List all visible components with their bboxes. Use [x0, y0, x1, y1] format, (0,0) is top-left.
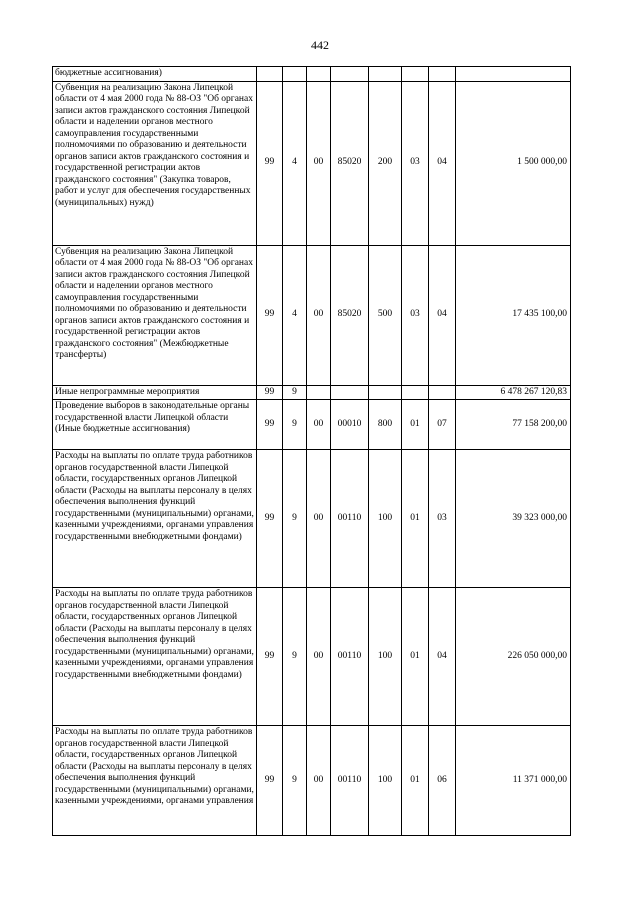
code-cell: 04: [429, 81, 456, 245]
row-name-cell: Расходы на выплаты по оплате труда работников органов государственной власти Липецкой области, государственных органов Липецкой области (Расходы на выплаты персоналу в целях обеспечения выполнения функций государственными (муниципальными) органами, казенными учреждениями, органами управления государственными внебюджетными фондами): [53, 450, 257, 588]
amount-cell: 226 050 000,00: [456, 588, 571, 726]
code-cell: 9: [283, 588, 307, 726]
amount-cell: 39 323 000,00: [456, 450, 571, 588]
row-name-cell: Иные непрограммные мероприятия: [53, 385, 257, 400]
code-cell: 01: [402, 450, 429, 588]
code-cell: [429, 67, 456, 82]
code-cell: 04: [429, 245, 456, 385]
code-cell: [331, 385, 369, 400]
page-number: 442: [311, 38, 329, 52]
row-name-cell: Субвенция на реализацию Закона Липецкой области от 4 мая 2000 года № 88-ОЗ "Об органах записи актов гражданского состояния Липецкой области и наделении органов местного самоуправления государственными полномочиями по образованию и деятельности органов записи актов гражданского состояния и государственной регистрации актов гражданского состояния" (Межбюджетные трансферты): [53, 245, 257, 385]
table-row: [53, 726, 571, 836]
code-cell: 00110: [331, 726, 369, 836]
code-cell: [429, 385, 456, 400]
amount-cell: 17 435 100,00: [456, 245, 571, 385]
code-cell: 07: [429, 400, 456, 450]
code-cell: 00: [307, 400, 331, 450]
table-row: [53, 385, 571, 400]
table-body: [53, 67, 571, 836]
code-cell: 99: [257, 245, 283, 385]
code-cell: [257, 67, 283, 82]
table-row: [53, 67, 571, 82]
code-cell: [369, 67, 402, 82]
code-cell: 00: [307, 81, 331, 245]
code-cell: [283, 67, 307, 82]
code-cell: 4: [283, 245, 307, 385]
code-cell: 03: [429, 450, 456, 588]
table-row: [53, 400, 571, 450]
amount-cell: 77 158 200,00: [456, 400, 571, 450]
code-cell: 100: [369, 450, 402, 588]
code-cell: 00010: [331, 400, 369, 450]
code-cell: [307, 385, 331, 400]
code-cell: 85020: [331, 245, 369, 385]
code-cell: 100: [369, 588, 402, 726]
amount-cell: 6 478 267 120,83: [456, 385, 571, 400]
code-cell: 9: [283, 400, 307, 450]
code-cell: [307, 67, 331, 82]
amount-cell: [456, 67, 571, 82]
code-cell: 99: [257, 450, 283, 588]
row-name-cell: Субвенция на реализацию Закона Липецкой области от 4 мая 2000 года № 88-ОЗ "Об органах записи актов гражданского состояния Липецкой области и наделении органов местного самоуправления государственными полномочиями по образованию и деятельности органов записи актов гражданского состояния и государственной регистрации актов гражданского состояния" (Закупка товаров, работ и услуг для обеспечения государственных (муниципальных) нужд): [53, 81, 257, 245]
code-cell: [331, 67, 369, 82]
row-name-cell: бюджетные ассигнования): [53, 67, 257, 82]
code-cell: 800: [369, 400, 402, 450]
table-row: [53, 81, 571, 245]
code-cell: 04: [429, 588, 456, 726]
code-cell: 9: [283, 726, 307, 836]
code-cell: 99: [257, 81, 283, 245]
code-cell: 100: [369, 726, 402, 836]
code-cell: 4: [283, 81, 307, 245]
code-cell: [369, 385, 402, 400]
table-row: [53, 245, 571, 385]
code-cell: 85020: [331, 81, 369, 245]
code-cell: 03: [402, 81, 429, 245]
code-cell: 00: [307, 588, 331, 726]
code-cell: 01: [402, 588, 429, 726]
amount-cell: 11 371 000,00: [456, 726, 571, 836]
table-row: [53, 588, 571, 726]
code-cell: [402, 67, 429, 82]
code-cell: [402, 385, 429, 400]
table-row: [53, 450, 571, 588]
code-cell: 99: [257, 588, 283, 726]
code-cell: 9: [283, 385, 307, 400]
row-name-cell: Расходы на выплаты по оплате труда работников органов государственной власти Липецкой области, государственных органов Липецкой области (Расходы на выплаты персоналу в целях обеспечения выполнения функций государственными (муниципальными) органами, казенными учреждениями, органами управления: [53, 726, 257, 836]
code-cell: 00: [307, 245, 331, 385]
code-cell: 99: [257, 400, 283, 450]
code-cell: 01: [402, 400, 429, 450]
code-cell: 06: [429, 726, 456, 836]
row-name-cell: Расходы на выплаты по оплате труда работников органов государственной власти Липецкой области, государственных органов Липецкой области (Расходы на выплаты персоналу в целях обеспечения выполнения функций государственными (муниципальными) органами, казенными учреждениями, органами управления государственными внебюджетными фондами): [53, 588, 257, 726]
code-cell: 01: [402, 726, 429, 836]
code-cell: 00110: [331, 450, 369, 588]
code-cell: 500: [369, 245, 402, 385]
code-cell: 9: [283, 450, 307, 588]
row-name-cell: Проведение выборов в законодательные органы государственной власти Липецкой области (Иные бюджетные ассигнования): [53, 400, 257, 450]
code-cell: 99: [257, 726, 283, 836]
code-cell: 00: [307, 726, 331, 836]
code-cell: 00: [307, 450, 331, 588]
amount-cell: 1 500 000,00: [456, 81, 571, 245]
code-cell: 03: [402, 245, 429, 385]
code-cell: 99: [257, 385, 283, 400]
budget-table: [52, 66, 571, 836]
code-cell: 00110: [331, 588, 369, 726]
code-cell: 200: [369, 81, 402, 245]
